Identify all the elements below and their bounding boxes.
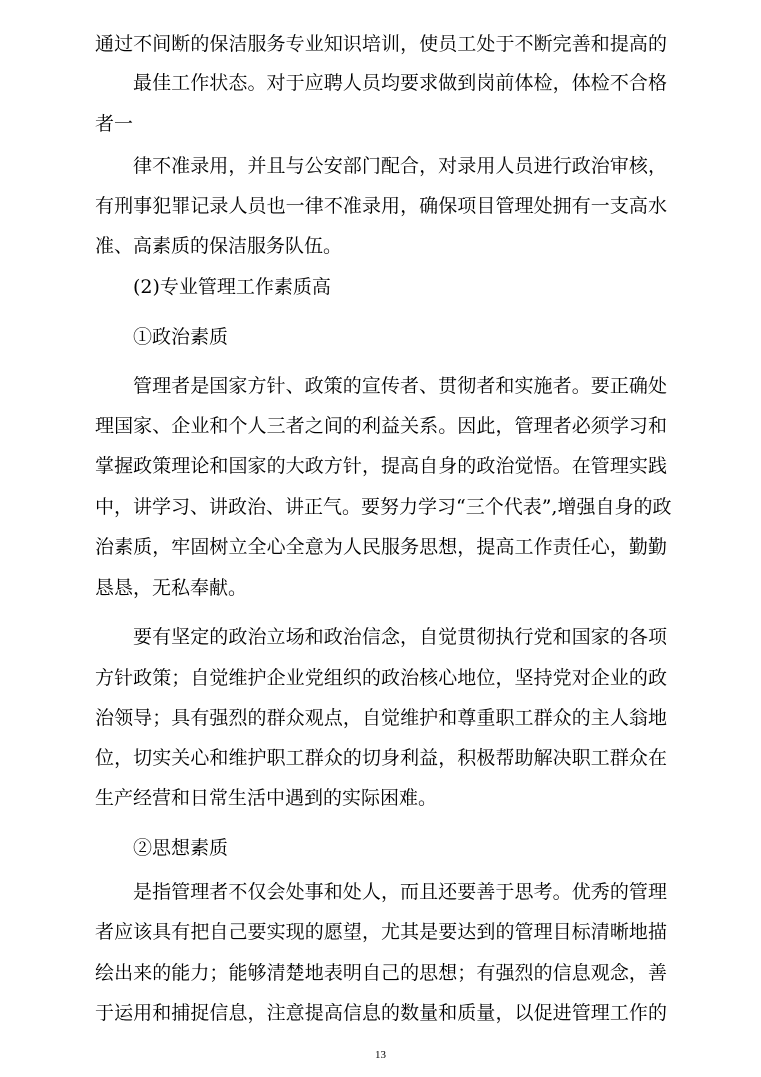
subsection-heading: ②思想素质 — [133, 837, 229, 859]
paragraph-line: 有刑事犯罪记录人员也一律不准录用，确保项目管理处拥有一支高水 — [95, 195, 667, 217]
paragraph-line: 管理者是国家方针、政策的宣传者、贯彻者和实施者。要正确处 — [133, 375, 667, 397]
paragraph-line: 治领导；具有强烈的群众观点，自觉维护和尊重职工群众的主人翁地 — [95, 707, 667, 729]
paragraph-line: 是指管理者不仅会处事和处人，而且还要善于思考。优秀的管理 — [133, 881, 667, 903]
paragraph-line: 中，讲学习、讲政治、讲正气。要努力学习“三个代表”,增强自身的政 — [95, 496, 672, 518]
paragraph-line: 最佳工作状态。对于应聘人员均要求做到岗前体检，体检不合格 — [133, 72, 667, 94]
paragraph-line: 准、高素质的保洁服务队伍。 — [95, 235, 343, 257]
paragraph-line: 要有坚定的政治立场和政治信念，自觉贯彻执行党和国家的各项 — [133, 626, 667, 648]
paragraph-line: 通过不间断的保洁服务专业知识培训，使员工处于不断完善和提高的 — [95, 33, 667, 55]
section-heading: (2)专业管理工作素质高 — [133, 276, 331, 298]
page-number: 13 — [375, 1049, 386, 1061]
paragraph-line: 生产经营和日常生活中遇到的实际困难。 — [95, 787, 438, 809]
paragraph-line: 律不准录用，并且与公安部门配合，对录用人员进行政治审核， — [133, 155, 667, 177]
subsection-heading: ①政治素质 — [133, 326, 229, 348]
paragraph-line: 恳恳，无私奉献。 — [95, 577, 248, 599]
paragraph-line: 于运用和捕捉信息，注意提高信息的数量和质量，以促进管理工作的 — [95, 1002, 667, 1024]
paragraph-line: 理国家、企业和个人三者之间的利益关系。因此，管理者必须学习和 — [95, 415, 667, 437]
paragraph-line: 掌握政策理论和国家的大政方针，提高自身的政治觉悟。在管理实践 — [95, 455, 667, 477]
paragraph-line: 位，切实关心和维护职工群众的切身利益，积极帮助解决职工群众在 — [95, 747, 667, 769]
paragraph-line: 者应该具有把自己要实现的愿望，尤其是要达到的管理目标清晰地描 — [95, 921, 667, 943]
paragraph-line: 绘出来的能力；能够清楚地表明自己的思想；有强烈的信息观念，善 — [95, 962, 667, 984]
paragraph-line: 方针政策；自觉维护企业党组织的政治核心地位，坚持党对企业的政 — [95, 667, 667, 689]
paragraph-line: 者一 — [95, 113, 134, 135]
paragraph-line: 治素质，牢固树立全心全意为人民服务思想，提高工作责任心，勤勤 — [95, 536, 667, 558]
